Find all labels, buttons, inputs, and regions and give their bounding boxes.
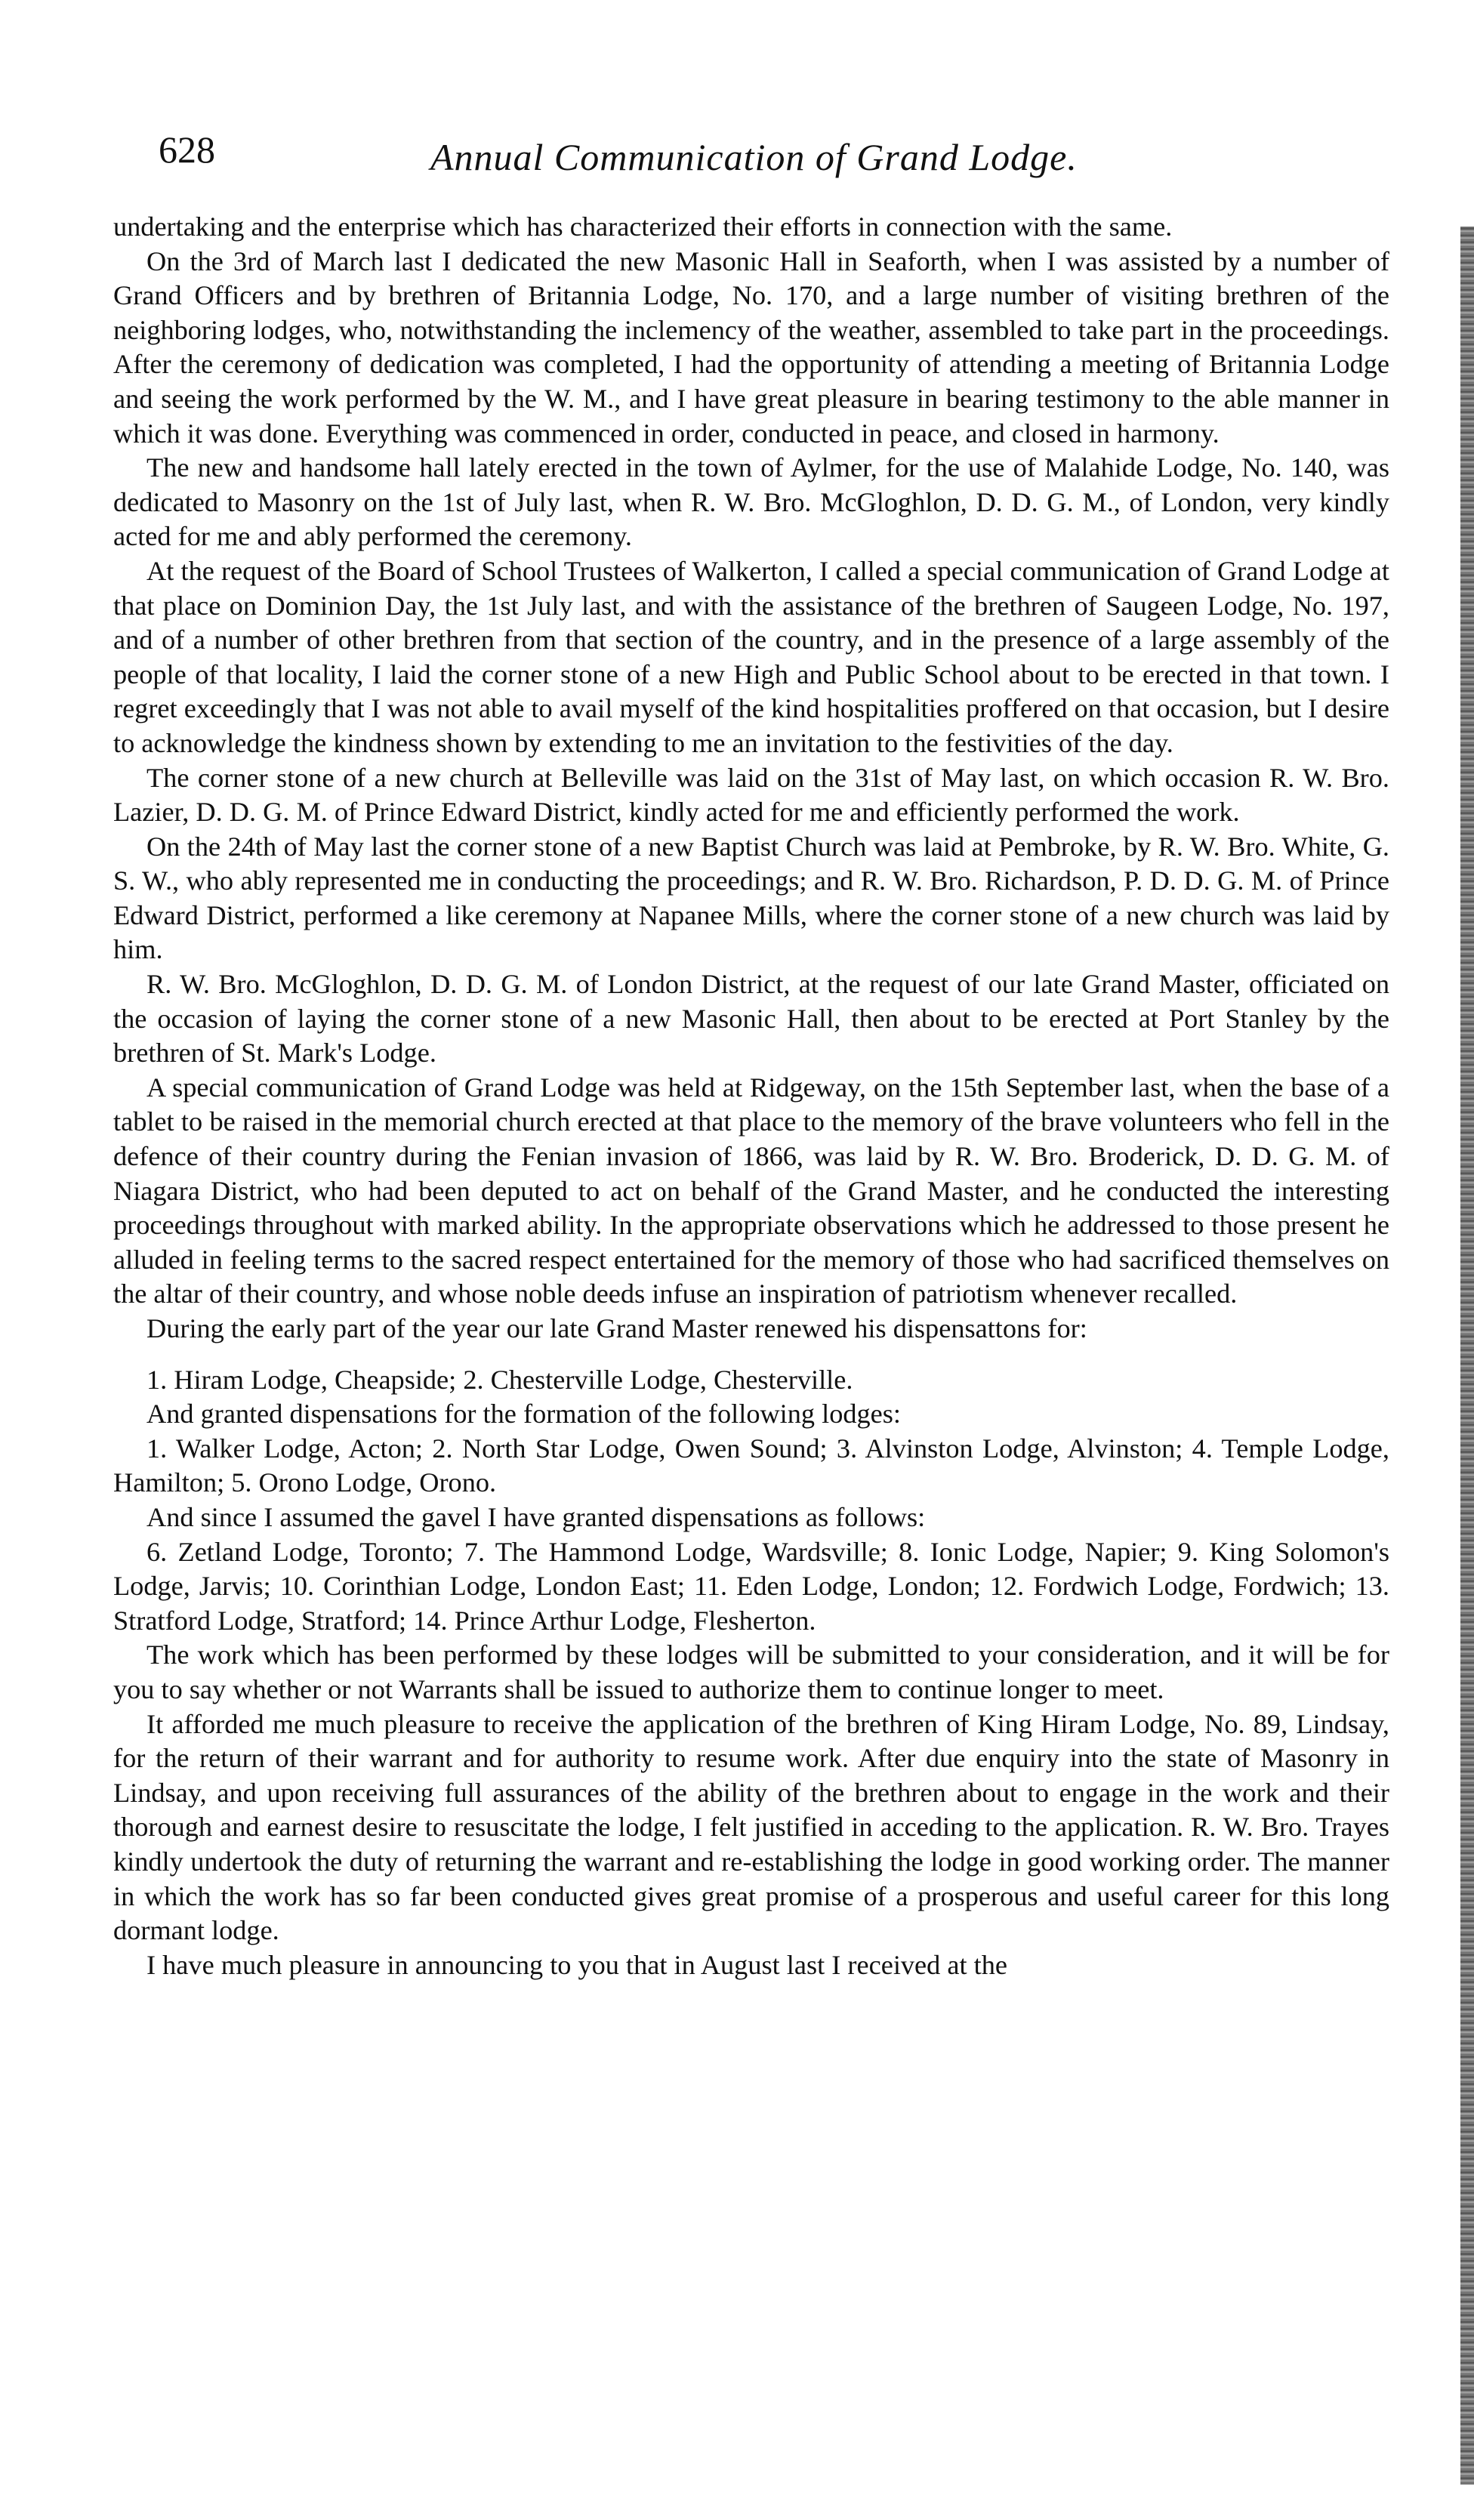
page-edge-shadow bbox=[1460, 227, 1474, 2485]
paragraph-pembroke-church: On the 24th of May last the corner stone of a new Baptist Church was laid at Pembroke, by R. W. Bro. White, G. S. W., who ably represented me in conducting the proceedings; and R. W. Bro. Richardson, P. D. D. G. M. of Prince Edward District, performed a like ceremony at Napanee Mills, where the corner stone of a new church was laid by him. bbox=[113, 831, 1389, 965]
paragraph-belleville-church: The corner stone of a new church at Belleville was laid on the 31st of May last, on which occasion R. W. Bro. Lazier, D. D. G. M. of Prince Edward District, kindly acted for me and efficiently performed the work. bbox=[113, 762, 1389, 828]
running-title: Annual Communication of Grand Lodge. bbox=[430, 136, 1078, 178]
paragraph-aylmer-hall: The new and handsome hall lately erected in the town of Aylmer, for the use of Malahide Lodge, No. 140, was dedicated to Masonry on the 1st of July last, when R. W. Bro. McGloghlon, D. D. G. M., of London, very kindly acted for me and ably performed the ceremony. bbox=[113, 452, 1389, 552]
list-new-lodges: 1. Walker Lodge, Acton; 2. North Star Lodge, Owen Sound; 3. Alvinston Lodge, Alvinston; 4. Temple Lodge, Hamilton; 5. Orono Lodge, Orono. bbox=[113, 1433, 1389, 1498]
paragraph-ridgeway-tablet: A special communication of Grand Lodge was held at Ridgeway, on the 15th September last, when the base of a tablet to be raised in the memorial church erected at that place to the memory of the brave volunteers who fell in the defence of their country during the Fenian invasion of 1866, was laid by R. W. Bro. Broderick, D. D. G. M. of Niagara District, who had been deputed to act on behalf of the Grand Master, and he conducted the interesting proceedings throughout with marked ability. In the appropriate observations which he addressed to those present he alluded in feeling terms to the sacred respect entertained for the memory of those who had sacrificed themselves on the altar of their country, and whose noble deeds infuse an inspiration of patriotism whenever recalled. bbox=[113, 1072, 1389, 1309]
paragraph-king-hiram-lodge: It afforded me much pleasure to receive the application of the brethren of King Hiram Lodge, No. 89, Lindsay, for the return of their warrant and for authority to resume work. After due enquiry into the state of Masonry in Lindsay, and upon receiving full assurances of the ability of the brethren about to engage in the work and their thorough and earnest desire to resuscitate the lodge, I felt justified in acceding to the application. R. W. Bro. Trayes kindly undertook the duty of returning the warrant and re-establishing the lodge in good working order. The manner in which the work has so far been conducted gives great promise of a prosperous and useful career for this long dormant lodge. bbox=[113, 1708, 1389, 1946]
list-granted-lodges: 6. Zetland Lodge, Toronto; 7. The Hammond Lodge, Wardsville; 8. Ionic Lodge, Napier; 9. King Solomon's Lodge, Jarvis; 10. Corinthian Lodge, London East; 11. Eden Lodge, London; 12. Fordwich Lodge, Fordwich; 13. Stratford Lodge, Stratford; 14. Prince Arthur Lodge, Flesherton. bbox=[113, 1536, 1389, 1636]
paragraph-dispensations-renewed: During the early part of the year our late Grand Master renewed his dispensattons for: bbox=[146, 1313, 1087, 1343]
paragraph-granted-dispensations: And granted dispensations for the formation of the following lodges: bbox=[146, 1399, 901, 1430]
document-page bbox=[113, 127, 1389, 2483]
running-head bbox=[113, 127, 1389, 210]
page-number: 628 bbox=[159, 128, 215, 171]
body-text bbox=[113, 210, 1389, 1982]
paragraph-since-gavel: And since I assumed the gavel I have granted dispensations as follows: bbox=[146, 1501, 926, 1532]
paragraph-work-submitted: The work which has been performed by these lodges will be submitted to your consideration, and it will be for you to say whether or not Warrants shall be issued to authorize them to continue longer to meet. bbox=[113, 1639, 1389, 1704]
paragraph-august-announcement: I have much pleasure in announcing to you that in August last I received at the bbox=[146, 1949, 1008, 1980]
paragraph-port-stanley-hall: R. W. Bro. McGloghlon, D. D. G. M. of London District, at the request of our late Grand Master, officiated on the occasion of laying the corner stone of a new Masonic Hall, then about to be erected at Port Stanley by the brethren of St. Mark's Lodge. bbox=[113, 969, 1389, 1069]
paragraph-walkerton-school: At the request of the Board of School Trustees of Walkerton, I called a special communication of Grand Lodge at that place on Dominion Day, the 1st July last, and with the assistance of the brethren of Saugeen Lodge, No. 197, and of a number of other brethren from that section of the country, and in the presence of a large assembly of the people of that locality, I laid the corner stone of a new High and Public School about to be erected in that town. I regret exceedingly that I was not able to avail myself of the kind hospitalities proffered on that occasion, but I desire to acknowledge the kindness shown by extending to me an invitation to the festivities of the day. bbox=[113, 555, 1389, 758]
paragraph-continuation: undertaking and the enterprise which has characterized their efforts in connection with the same. bbox=[113, 211, 1173, 242]
list-renewed-lodges: 1. Hiram Lodge, Cheapside; 2. Chesterville Lodge, Chesterville. bbox=[146, 1364, 853, 1395]
paragraph-seaforth-hall: On the 3rd of March last I dedicated the new Masonic Hall in Seaforth, when I was assisted by a number of Grand Officers and by brethren of Britannia Lodge, No. 170, and a large number of visiting brethren of the neighboring lodges, who, notwithstanding the inclemency of the weather, assembled to take part in the proceedings. After the ceremony of dedication was completed, I had the opportunity of attending a meeting of Britannia Lodge and seeing the work performed by the W. M., and I have great pleasure in bearing testimony to the able manner in which it was done. Everything was commenced in order, conducted in peace, and closed in harmony. bbox=[113, 245, 1389, 449]
